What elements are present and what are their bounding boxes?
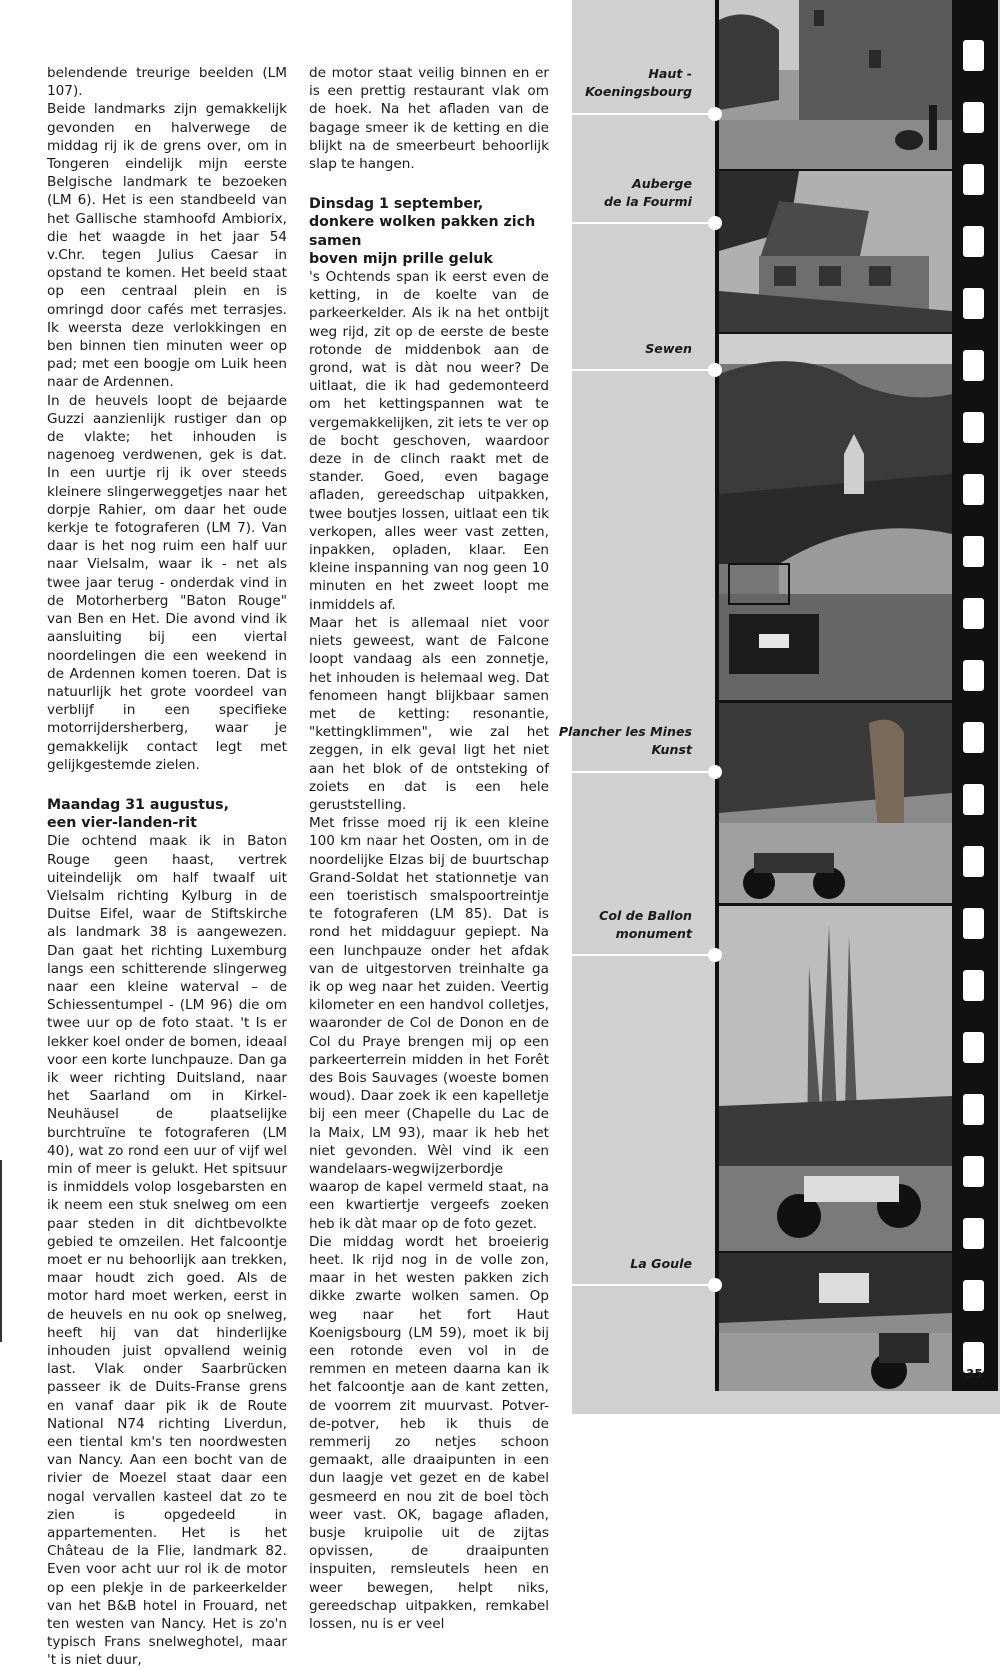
caption-line-text: Plancher les Mines xyxy=(558,724,692,739)
paragraph: Met frisse moed rij ik een kleine 100 km naar het Oosten, om in de noordelijke Elzas bij de buurtschap Grand-Soldat het stationnetje van een toeristisch smalspoortreintje te fotograferen (LM 85). Dat is rond het middaguur gepiept. Na een lunchpauze onder het afdak van de uitgestorven treinhalte ga ik op weg naar het zuiden. Veertig kilometer en een handvol colletjes, waaronder de Col de Donon en de Col du Praye brengen mij op een parkeerterrein midden in het Forêt des Bois Sauvages (woeste bomen woud). Daar zoek ik een kapelletje bij een meer (Chapelle du Lac de la Maix, LM 93), maar ik heb het niet gevonden. Wèl vind ik een wandelaars-wegwijzerbordje waarop de kapel vermeld staat, na een kwartiertje vergeefs zoeken heb ik dàt maar op de foto gezet. xyxy=(309,815,549,1232)
section-heading-line: een vier-landen-rit xyxy=(47,815,197,832)
film-hole xyxy=(963,722,984,753)
paragraph: Die ochtend maak ik in Baton Rouge geen haast, vertrek uiteindelijk om half twaalf uit Vielsalm richting Kylburg in de Duitse Eifel, waar de Stiftskirche als landmark 38 is aangewezen. Dan gaat het richting Luxemburg langs een schitterende slingerweg naar een kleine waterval – de Schiessentumpel - (LM 96) die om twee uur op de foto staat. 't Is er lekker koel onder de bomen, ideaal voor een korte lunchpauze. Dan ga ik weer richting Duitsland, naar het Saarland om in Kirkel-Neuhäusel de plaatselijke burchtruïne te fotograferen (LM 40), wat zo rond een uur of vijf wel min of meer is gelukt. Het spitsuur is inmiddels volop losgebarsten en ik neem een stuk snelweg om een paar steden in dit dichtbevolkte gebied te omzeilen. Het falcoontje moet er nu behoorlijk aan trekken, maar houdt zich goed. Als de motor hard moet werken, eerst in de heuvels en nu ook op snelweg, heeft hij van dat hinderlijke inhouden juist opvallend weinig last. Vlak onder Saarbrücken passeer ik de Duits-Franse grens en vanaf daar pik ik de Route National N74 richting Liverdun, een tiental km's ten noordwesten van Nancy. Aan een bocht van de rivier de Moezel staat daar een nogal vervallen kasteel dat zo te zien is opgedeeld in appartementen. Het is het Château de la Flie, landmark 82. Even voor acht uur rol ik de motor op een plekje in de parkeerkelder van het B&B hotel in Frouard, net ten westen van Nancy. Het is zo'n typisch Frans snelweghotel, maar 't is niet duur, xyxy=(47,833,288,1669)
paragraph: Die middag wordt het broeierig heet. Ik rijd nog in de volle zon, maar in het westen pakken zich dikke zwarte wolken samen. Op weg naar het fort Haut Koenigsbourg (LM 59), moet ik bij een rotonde even vol in de remmen en meteen daarna kan ik het falcoontje aan de kant zetten, de voorrem zit muurvast. Potver-de-potver, heb ik thuis de remmerij zo netjes schoon gemaakt, alle draaipunten in een dun laagje vet gezet en de kabel gesmeerd en nou zit de boel tòch weer vast. OK, bagage afladen, busje kruipolie uit de zijtas opvissen, de draaipunten inspuiten, remsleutels heen en weer bewegen, helpt niks, gereedschap uitpakken, remkabel lossen, nu is er veel xyxy=(309,1233,549,1633)
photo-la-goule xyxy=(719,1253,952,1391)
film-hole xyxy=(963,1280,984,1311)
caption-line-text: La Goule xyxy=(630,1256,692,1271)
caption-dot xyxy=(708,765,722,779)
caption-dot xyxy=(708,948,722,962)
section-heading xyxy=(309,195,549,268)
photo-auberge-de-la-fourmi xyxy=(719,171,952,332)
caption-line xyxy=(572,954,715,956)
photo-col-de-ballon-monument xyxy=(719,906,952,1251)
film-hole xyxy=(963,536,984,567)
caption-line xyxy=(572,369,715,371)
text-column-left xyxy=(47,64,287,1670)
film-hole xyxy=(963,1094,984,1125)
paragraph: Beide landmarks zijn gemakkelijk gevonden en halverwege de middag rij ik de grens over, om in Tongeren eindelijk mijn eerste Belgische landmark te bezoeken (LM 6). Het is een standbeeld van het Gallische stamhoofd Ambiorix, die het waagde in het jaar 54 v.Chr. tegen Julius Caesar in opstand te komen. Het beeld staat op een centraal plein en is omringd door cafés met terrasjes. Ik weersta deze verlokkingen en ben binnen tien minuten weer op pad; met een boogje om Luik heen naar de Ardennen. xyxy=(47,101,287,391)
caption-dot xyxy=(708,1278,722,1292)
caption-dot xyxy=(708,107,722,121)
photo-caption xyxy=(542,723,692,759)
film-hole xyxy=(963,474,984,505)
film-hole xyxy=(963,660,984,691)
film-hole xyxy=(963,1156,984,1187)
caption-line-text: Sewen xyxy=(645,341,692,356)
section-heading-line: boven mijn prille geluk xyxy=(309,250,493,267)
caption-line-text: Haut - xyxy=(648,66,692,81)
film-hole xyxy=(963,1032,984,1063)
film-hole xyxy=(963,226,984,257)
film-hole xyxy=(963,908,984,939)
caption-line-text: Koeningsbourg xyxy=(585,84,692,100)
film-hole xyxy=(963,350,984,381)
caption-line xyxy=(572,113,715,115)
caption-dot xyxy=(708,216,722,230)
caption-line xyxy=(572,222,715,224)
section-heading-line: donkere wolken pakken zich samen xyxy=(309,214,536,249)
section-heading xyxy=(47,796,287,832)
text-column-right xyxy=(309,64,549,1633)
photo-caption xyxy=(542,65,692,101)
film-hole xyxy=(963,970,984,1001)
film-hole xyxy=(963,846,984,877)
caption-line-text: monument xyxy=(615,926,692,942)
caption-line xyxy=(572,771,715,773)
paragraph: de motor staat veilig binnen en er is een prettig restaurant vlak om de hoek. Na het afladen van de bagage smeer ik de ketting en die blijkt na de smeerbeurt behoorlijk slap te hangen. xyxy=(309,65,549,173)
caption-line-text: de la Fourmi xyxy=(603,194,692,210)
photo-caption xyxy=(542,340,692,358)
photo-caption xyxy=(542,175,692,211)
film-hole xyxy=(963,40,984,71)
photo-caption xyxy=(542,1255,692,1273)
film-hole xyxy=(963,288,984,319)
paragraph: 's Ochtends span ik eerst even de ketting, in de koelte van de parkeerkelder. Als ik na het ontbijt weg rijd, zit op de eerste de beste rotonde de middenbok aan de grond, wat is dàt nou weer? De uitlaat, die ik had gedemonteerd om het kettingspannen wat te vergemakkelijken, zit iets te ver op de bocht geschoven, waardoor deze in de clinch raakt met de stander. Goed, even bagage afladen, gereedschap uitpakken, twee boutjes lossen, uitlaat een tik verkopen, alles weer vast zetten, inpakken, opladen, klaar. Een kleine inspanning van nog geen 10 minuten en het zweet loopt me inmiddels af. xyxy=(309,269,549,613)
photo-plancher-les-mines xyxy=(719,703,952,903)
caption-line-text: Kunst xyxy=(651,742,692,758)
caption-line-text: Col de Ballon xyxy=(599,908,692,923)
film-hole xyxy=(963,412,984,443)
section-heading-line: Maandag 31 augustus, xyxy=(47,796,229,813)
photo-caption xyxy=(542,907,692,943)
caption-line-text: Auberge xyxy=(631,176,692,191)
caption-line xyxy=(572,1284,715,1286)
paragraph: Maar het is allemaal niet voor niets geweest, want de Falcone loopt vandaag als een zonnetje, het inhouden is helemaal weg. Dat fenomeen hangt blijkbaar samen met de ketting: resonantie, "kettingklimmen", wie zal het zeggen, in elk geval ligt het niet aan het blok of de ontsteking of zoiets en dat is een hele geruststelling. xyxy=(309,614,549,813)
film-hole xyxy=(963,784,984,815)
paragraph: belendende treurige beelden (LM 107). xyxy=(47,65,287,100)
photo-haut-koeningsbourg xyxy=(719,0,952,169)
film-hole xyxy=(963,1218,984,1249)
film-hole xyxy=(963,598,984,629)
paragraph: In de heuvels loopt de bejaarde Guzzi aanzienlijk rustiger dan op de vlakte; het inhouden is nagenoeg verdwenen, gek is dat. In een uurtje rij ik over steeds kleinere slingerweggetjes naar het dorpje Rahier, om daar het oude kerkje te fotograferen (LM 7). Van daar is het nog ruim een half uur naar Vielsalm, waar ik - net als twee jaar terug - onderdak vind in de Motorherberg "Baton Rouge" van Ben en Het. Die avond vind ik aansluiting bij een viertal noordelingen die een weekend in de Ardennen komen toeren. Dat is natuurlijk het grote voordeel van verblijf in een specifieke motorrijdersherberg, waar je gemakkelijk contact legt met gelijkgestemde zielen. xyxy=(47,392,287,773)
film-hole xyxy=(963,102,984,133)
page-number: 35 xyxy=(966,1367,983,1381)
film-hole xyxy=(963,164,984,195)
section-heading-line: Dinsdag 1 september, xyxy=(309,196,484,213)
caption-dot xyxy=(708,363,722,377)
photo-sewen xyxy=(719,334,952,700)
margin-rule xyxy=(0,1160,2,1342)
